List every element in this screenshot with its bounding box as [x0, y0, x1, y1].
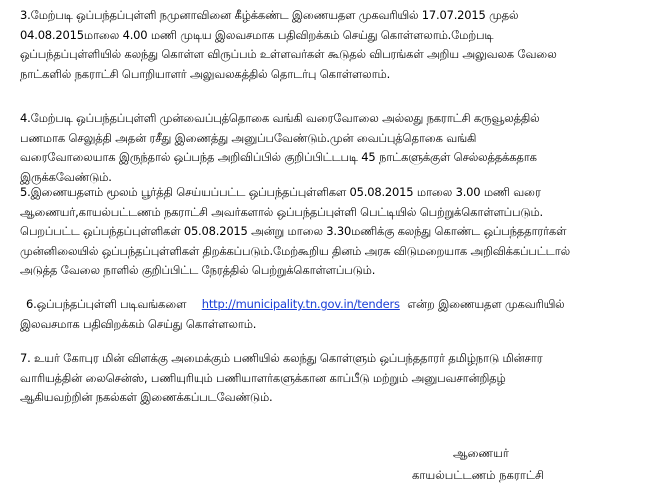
paragraph-6-line-1 — [20, 295, 630, 315]
paragraph-4-line-1: 4.மேற்படி ஒப்பந்தப்புள்ளி முன்வைப்புத்தொகை வங்கி வரைவோலை அல்லது நகராட்சி கருவூலத்தில் — [20, 111, 540, 125]
paragraph-5-line-3: பெறப்பட்ட ஒப்பந்தப்புள்ளிகள் 05.08.2015 அன்று மாலை 3.30மணிக்கு கலந்து கொண்ட ஒப்பந்ததாரர்கள் — [20, 224, 567, 238]
paragraph-6-line-2: இலவசமாக பதிவிறக்கம் செய்து கொள்ளலாம். — [20, 316, 257, 331]
paragraph-5-line-1: 5.இணையதளம் மூலம் பூர்த்தி செய்யப்பட்ட ஒப்பந்தப்புள்ளிகள 05.08.2015 மாலை 3.00 மணி வரை — [20, 185, 541, 199]
paragraph-5-line-2: ஆணையர்,காயல்பட்டணம் நகராட்சி அவர்களால் ஒப்பந்தப்புள்ளி பெட்டியில் பெற்றுக்கொள்ளப்படும். — [20, 204, 543, 219]
paragraph-3-line-2: 04.08.2015மாலை 4.00 மணி முடிய இலவசமாக பதிவிறக்கம் செய்து கொள்ளலாம்.மேற்படி — [20, 27, 494, 42]
paragraph-7-line-2: வாரியத்தின் லைசென்ஸ், பணியுரியும் பணியாளர்களுக்கான காப்பீடு மற்றும் அனுபவசான்றிதழ் — [20, 370, 506, 385]
paragraph-7-line-1: 7. உயர் கோபுர மின் விளக்கு அமைக்கும் பணியில் கலந்து கொள்ளும் ஒப்பந்ததாரர் தமிழ்நாடு மின்சார — [20, 351, 543, 365]
paragraph-4 — [20, 109, 630, 187]
signature-office: காயல்பட்டணம் நகராட்சி — [412, 468, 545, 482]
paragraph-6-prefix: 6.ஒப்பந்தப்புள்ளி படிவங்களை — [26, 297, 187, 311]
paragraph-4-line-3: வரைவோலையாக இருந்தால் ஒப்பந்த அறிவிப்பில் குறிப்பிட்டபடி 45 நாட்களுக்குள் செல்லத்தக்கதாக — [20, 150, 537, 164]
paragraph-5-line-5: அடுத்த வேலை நாளில் குறிப்பிட்ட நேரத்தில் பெற்றுக்கொள்ளப்படும். — [20, 263, 376, 277]
paragraph-3-line-4: நாட்களில் நகராட்சி பொறியாளர் அலுவலகத்தில் தொடர்பு கொள்ளலாம். — [20, 66, 391, 81]
paragraph-3-line-3: ஒப்பந்தப்புள்ளியில் கலந்து கொள்ள விருப்பம் உள்ளவர்கள் கூடுதல் விபரங்கள் அறிய அலுவலக வேலை — [20, 47, 557, 61]
paragraph-6 — [20, 295, 630, 334]
paragraph-5-line-4: முன்னிலையில் ஒப்பந்தப்புள்ளிகள் திறக்கப்படும்.மேற்கூறிய தினம் அரசு விடுமறையாக அறிவிக்கப்பட்டால் — [20, 243, 570, 258]
paragraph-4-line-4: இருக்கவேண்டும். — [20, 169, 112, 184]
paragraph-7 — [20, 349, 630, 408]
tenders-link[interactable]: http://municipality.tn.gov.in/tenders — [201, 297, 400, 311]
paragraph-3 — [20, 6, 630, 84]
paragraph-3-line-1: 3.மேற்படி ஒப்பந்தப்புள்ளி நமுனாவினை கீழ்க்கண்ட இணையதள முகவரியில் 17.07.2015 முதல் — [20, 8, 519, 22]
paragraph-6-suffix: என்ற இணையதள முகவரியில் — [407, 297, 565, 311]
signature-title: ஆணையர் — [453, 446, 509, 460]
paragraph-4-line-2: பணமாக செலுத்தி அதன் ரசீது இணைத்து அனுப்பவேண்டும்.முன் வைப்புத்தொகை வங்கி — [20, 130, 477, 145]
paragraph-5 — [20, 183, 630, 281]
paragraph-7-line-3: ஆகியவற்றின் நகல்கள் இணைக்கப்படவேண்டும். — [20, 390, 273, 404]
